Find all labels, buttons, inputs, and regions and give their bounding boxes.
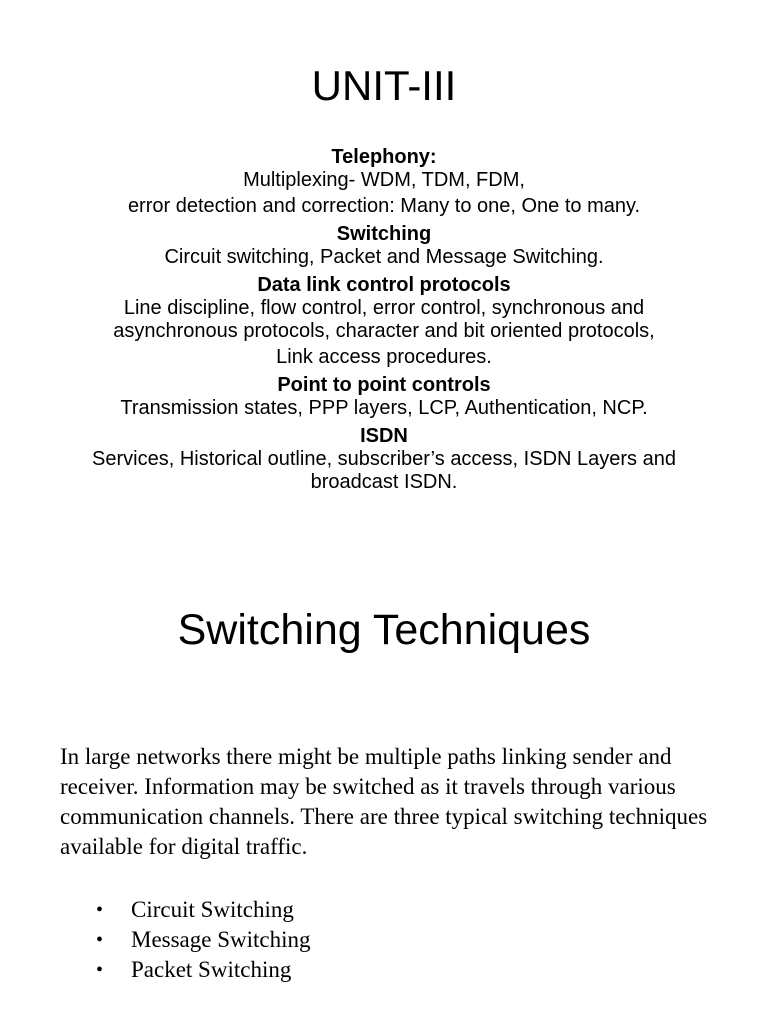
section-heading-point-to-point: Point to point controls — [277, 374, 491, 396]
bullet-icon: • — [96, 899, 104, 921]
list-item-label: Circuit Switching — [131, 897, 294, 922]
section-line: Services, Historical outline, subscriber’s access, ISDN Layers and — [92, 448, 676, 470]
bullet-icon: • — [96, 959, 104, 981]
switching-techniques-list — [96, 895, 311, 985]
list-item — [96, 925, 311, 955]
section-line: Link access procedures. — [276, 346, 492, 368]
syllabus-content — [30, 146, 738, 494]
section-line: Line discipline, flow control, error control, synchronous and — [123, 297, 645, 319]
section-line: Transmission states, PPP layers, LCP, Authentication, NCP. — [120, 397, 648, 419]
section-heading-data-link: Data link control protocols — [257, 274, 511, 296]
section-line: error detection and correction: Many to one, One to many. — [127, 195, 641, 217]
section-heading-isdn: ISDN — [360, 425, 408, 447]
section-line: broadcast ISDN. — [310, 471, 458, 493]
section-heading-switching: Switching — [336, 223, 432, 245]
section-line: Circuit switching, Packet and Message Switching. — [164, 246, 604, 268]
switching-techniques-title: Switching Techniques — [177, 606, 591, 654]
section-line: asynchronous protocols, character and bit oriented protocols, — [113, 320, 655, 342]
section-line: Multiplexing- WDM, TDM, FDM, — [243, 169, 525, 191]
list-item — [96, 895, 311, 925]
list-item-label: Message Switching — [131, 927, 311, 952]
list-item-label: Packet Switching — [131, 957, 292, 982]
intro-paragraph: In large networks there might be multiple paths linking sender and receiver. Information may be switched as it travels through various communication channels. There are three typical switching techniques available for digital traffic. — [60, 744, 708, 859]
bullet-icon: • — [96, 929, 104, 951]
list-item — [96, 955, 311, 985]
section-heading-telephony: Telephony: — [331, 146, 437, 168]
unit-title: UNIT-III — [311, 62, 457, 109]
